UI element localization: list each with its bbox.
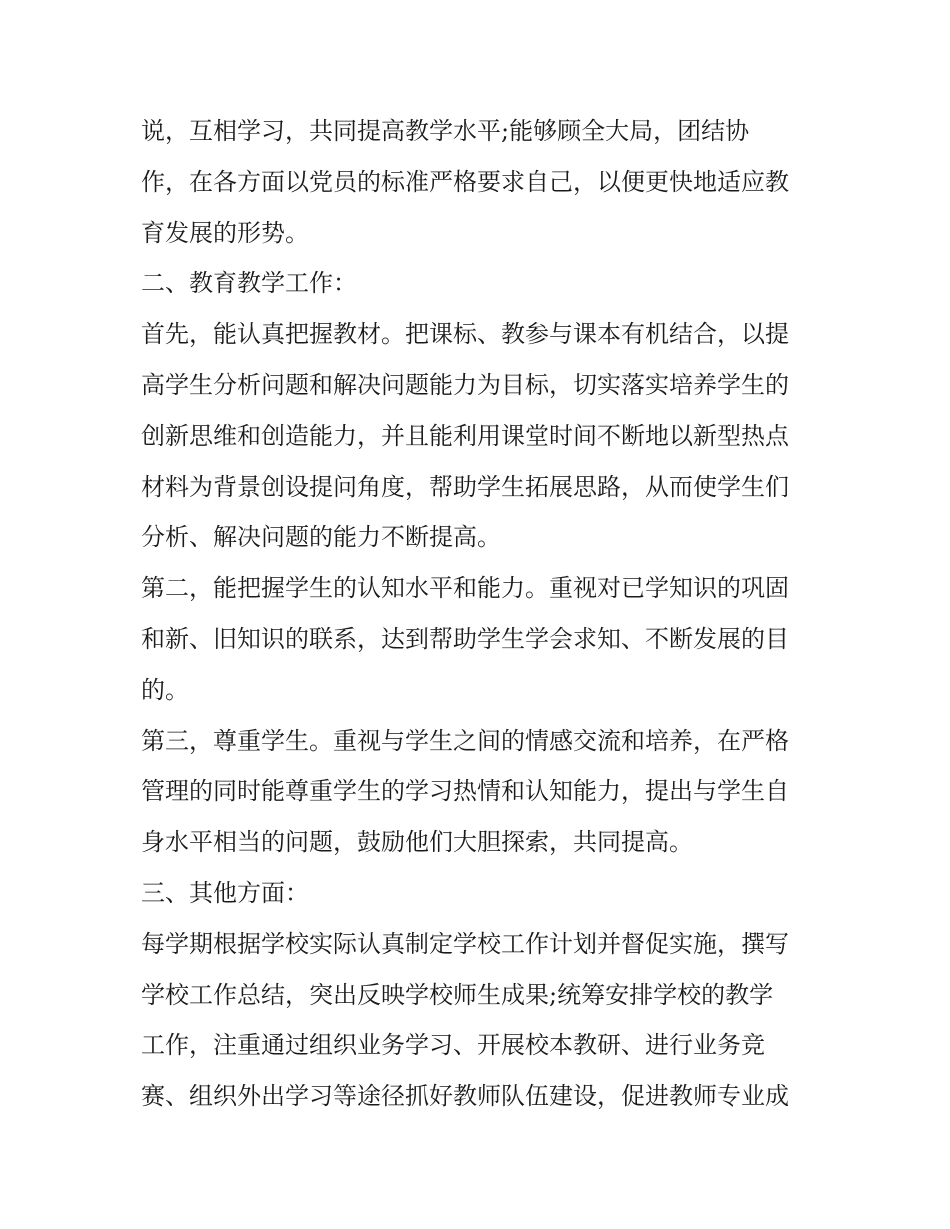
text-line: 材料为背景创设提问角度，帮助学生拓展思路，从而使学生们 bbox=[141, 472, 789, 501]
document-body bbox=[141, 111, 821, 1127]
text-line: 第二，能把握学生的认知水平和能力。重视对已学知识的巩固 bbox=[141, 574, 789, 603]
text-line: 工作，注重通过组织业务学习、开展校本教研、进行业务竞 bbox=[141, 1031, 765, 1060]
section-heading-other: 三、其他方面： bbox=[141, 878, 309, 907]
text-line: 分析、解决问题的能力不断提高。 bbox=[141, 523, 501, 552]
text-line: 学校工作总结，突出反映学校师生成果;统筹安排学校的教学 bbox=[141, 980, 774, 1009]
text-line: 身水平相当的问题，鼓励他们大胆探索，共同提高。 bbox=[141, 828, 693, 857]
text-line: 和新、旧知识的联系，达到帮助学生学会求知、不断发展的目 bbox=[141, 624, 789, 653]
text-line: 管理的同时能尊重学生的学习热情和认知能力，提出与学生自 bbox=[141, 777, 789, 806]
text-line: 说，互相学习，共同提高教学水平;能够顾全大局，团结协 bbox=[141, 117, 750, 145]
text-line: 第三，尊重学生。重视与学生之间的情感交流和培养，在严格 bbox=[141, 726, 789, 755]
text-line: 创新思维和创造能力，并且能利用课堂时间不断地以新型热点 bbox=[141, 421, 789, 450]
section-heading-education: 二、教育教学工作： bbox=[141, 269, 357, 298]
text-line: 首先，能认真把握教材。把课标、教参与课本有机结合，以提 bbox=[141, 320, 789, 349]
text-line: 作，在各方面以党员的标准严格要求自己，以便更快地适应教 bbox=[141, 167, 789, 196]
text-line: 育发展的形势。 bbox=[141, 218, 309, 247]
text-line: 的。 bbox=[141, 675, 189, 704]
text-line: 赛、组织外出学习等途径抓好教师队伍建设，促进教师专业成 bbox=[141, 1082, 789, 1111]
text-line: 每学期根据学校实际认真制定学校工作计划并督促实施，撰写 bbox=[141, 929, 789, 958]
text-line: 高学生分析问题和解决问题能力为目标，切实落实培养学生的 bbox=[141, 370, 789, 399]
